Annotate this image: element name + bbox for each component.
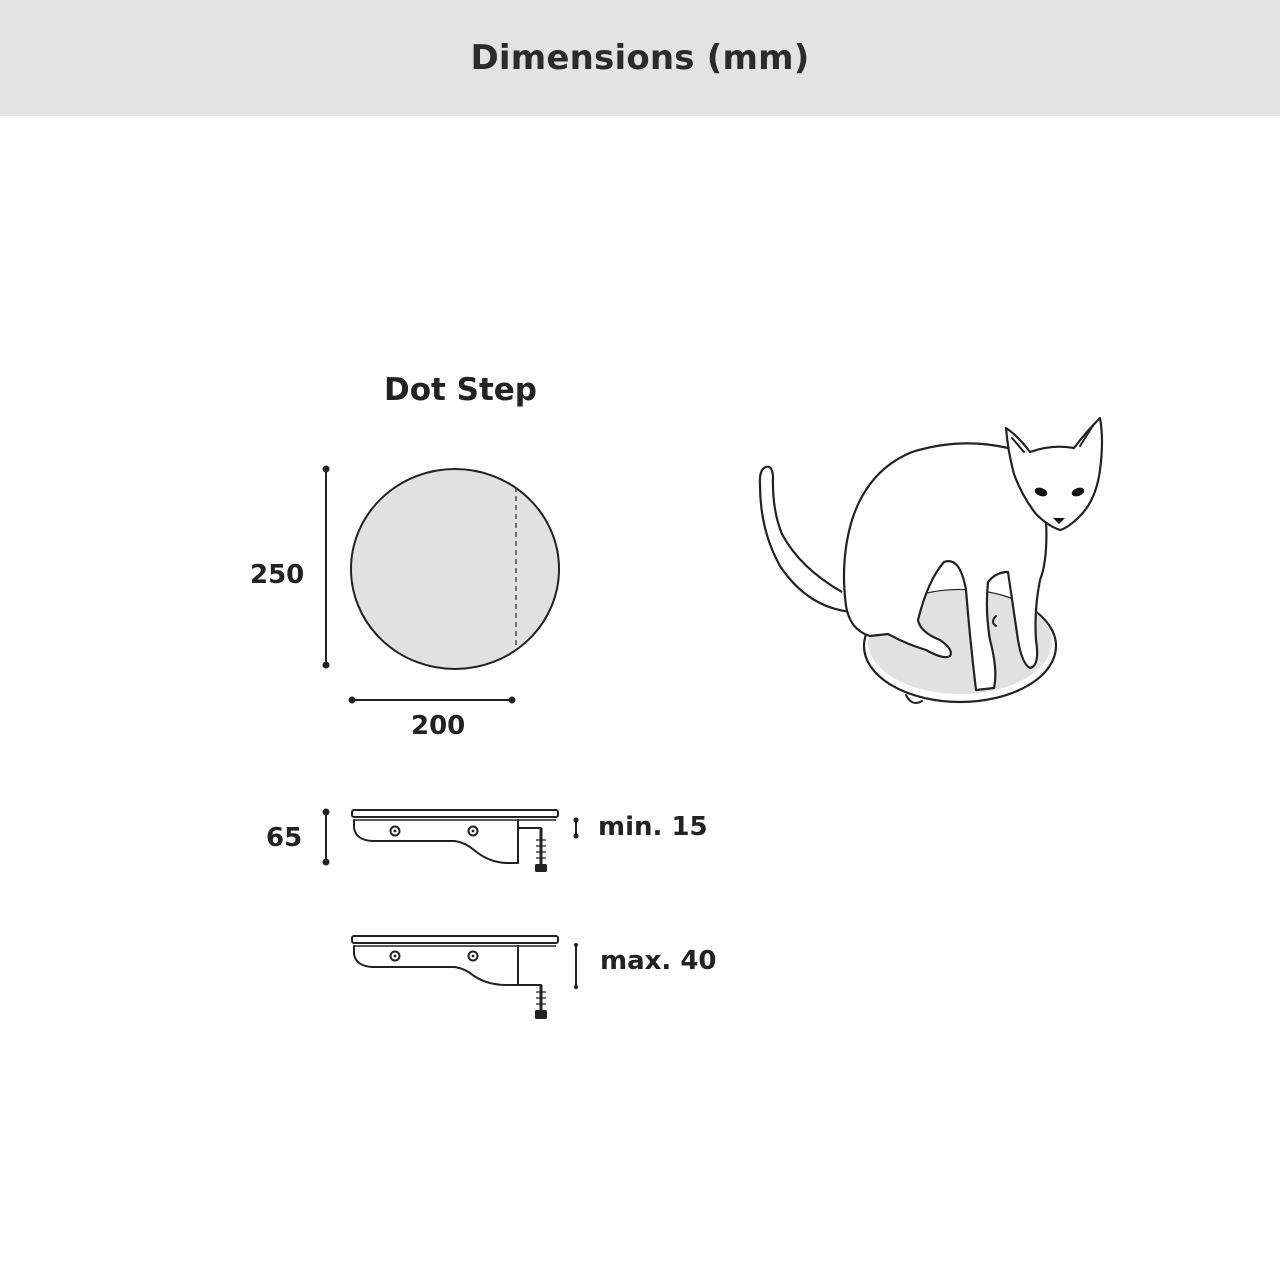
cat-illustration — [760, 418, 1102, 703]
height-dimension-label: 250 — [250, 560, 305, 590]
product-title: Dot Step — [384, 372, 538, 408]
side-view-min — [352, 810, 558, 872]
width-dimension-label: 200 — [411, 711, 466, 741]
width-dimension-line — [349, 697, 516, 704]
clamp-max-label: max. 40 — [600, 946, 717, 976]
top-view-disc — [351, 469, 559, 669]
thickness-dimension-label: 65 — [266, 823, 303, 853]
page-title: Dimensions (mm) — [470, 38, 810, 78]
clamp-max-dimension — [574, 943, 578, 989]
side-view-max — [352, 936, 558, 1019]
clamp-min-label: min. 15 — [598, 812, 708, 842]
height-dimension-line — [323, 466, 330, 669]
clamp-min-dimension — [574, 818, 579, 839]
thickness-dimension-line — [323, 809, 330, 866]
